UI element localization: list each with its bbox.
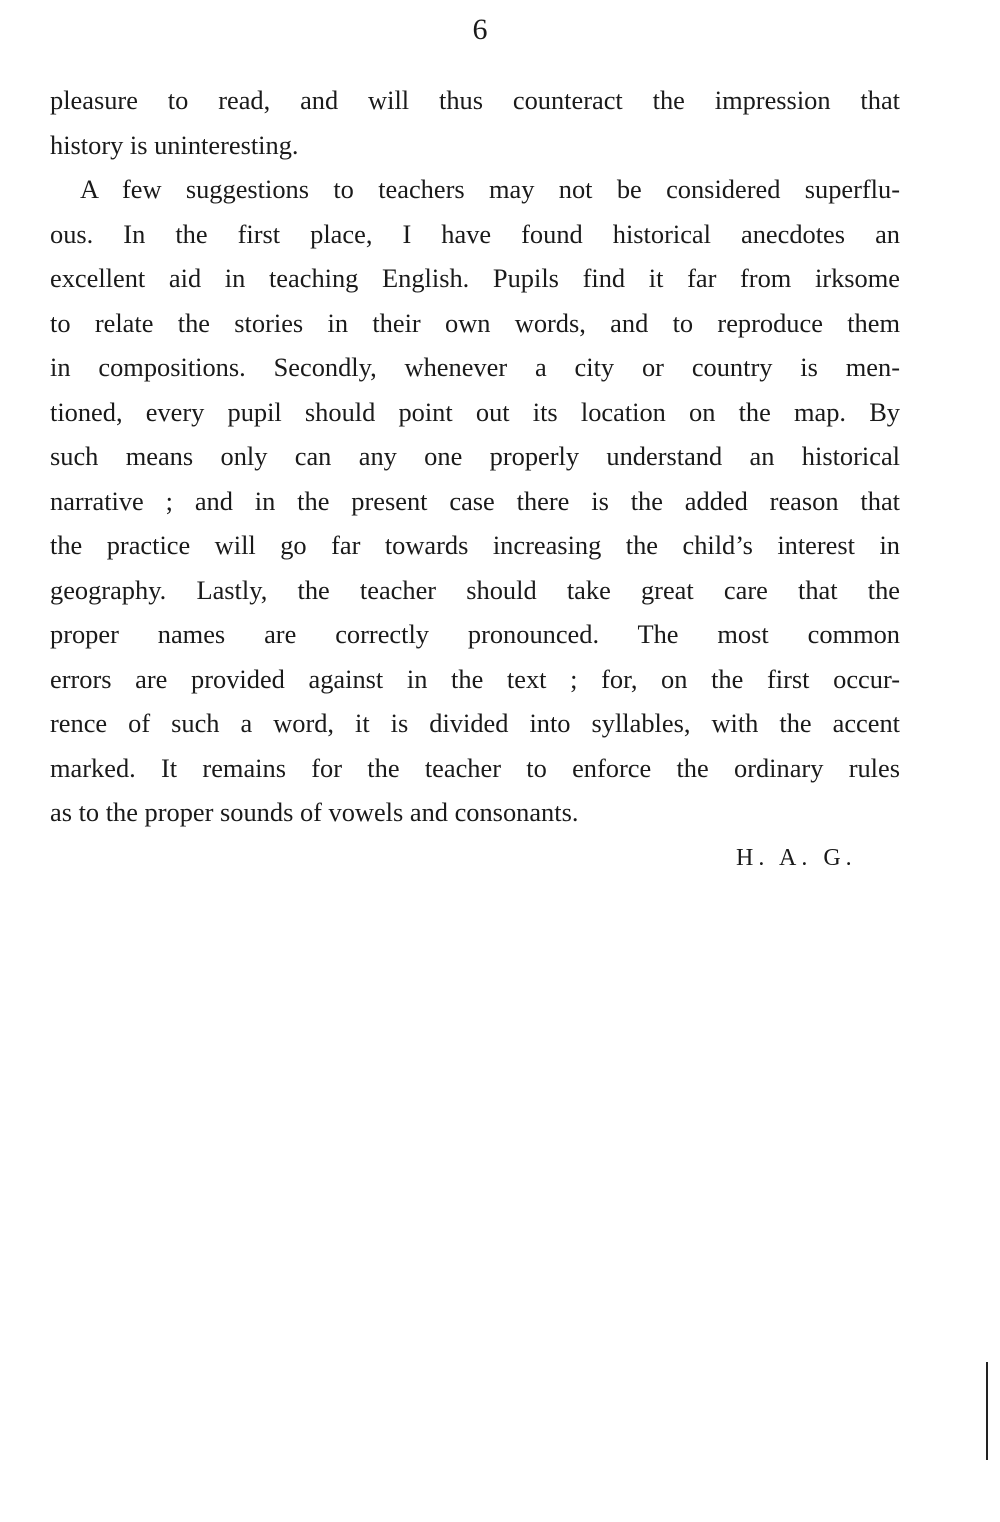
text-line: excellent aid in teaching English. Pupils find it far from irksome [50,263,900,293]
text-line: as to the proper sounds of vowels and consonants. [50,797,579,827]
text-line: proper names are correctly pronounced. The most common [50,619,900,649]
text-line: the practice will go far towards increasing the child’s interest in [50,530,900,560]
text-line: errors are provided against in the text ; for, on the first occur- [50,663,900,694]
body-text [50,78,900,835]
page-edge-mark [986,1362,988,1460]
text-line: rence of such a word, it is divided into syllables, with the accent [50,708,900,738]
text-line: A few suggestions to teachers may not be considered superflu- [80,174,900,204]
text-line: pleasure to read, and will thus counteract the impression that [50,85,900,115]
text-line: in compositions. Secondly, whenever a city or country is men- [50,352,900,382]
text-line: such means only can any one properly understand an historical [50,441,900,471]
paragraph-2 [50,167,900,835]
text-line: narrative ; and in the present case there is the added reason that [50,485,900,516]
text-line: geography. Lastly, the teacher should take great care that the [50,574,900,605]
text-line: to relate the stories in their own words, and to reproduce them [50,307,900,338]
text-line: ous. In the first place, I have found historical anecdotes an [50,218,900,249]
paragraph-1 [50,78,900,167]
text-line: marked. It remains for the teacher to enforce the ordinary rules [50,752,900,783]
text-line: tioned, every pupil should point out its location on the map. By [50,396,900,427]
text-line: history is uninteresting. [50,129,299,160]
signature-initials: H. A. G. [736,845,857,871]
page-number: 6 [472,13,488,46]
